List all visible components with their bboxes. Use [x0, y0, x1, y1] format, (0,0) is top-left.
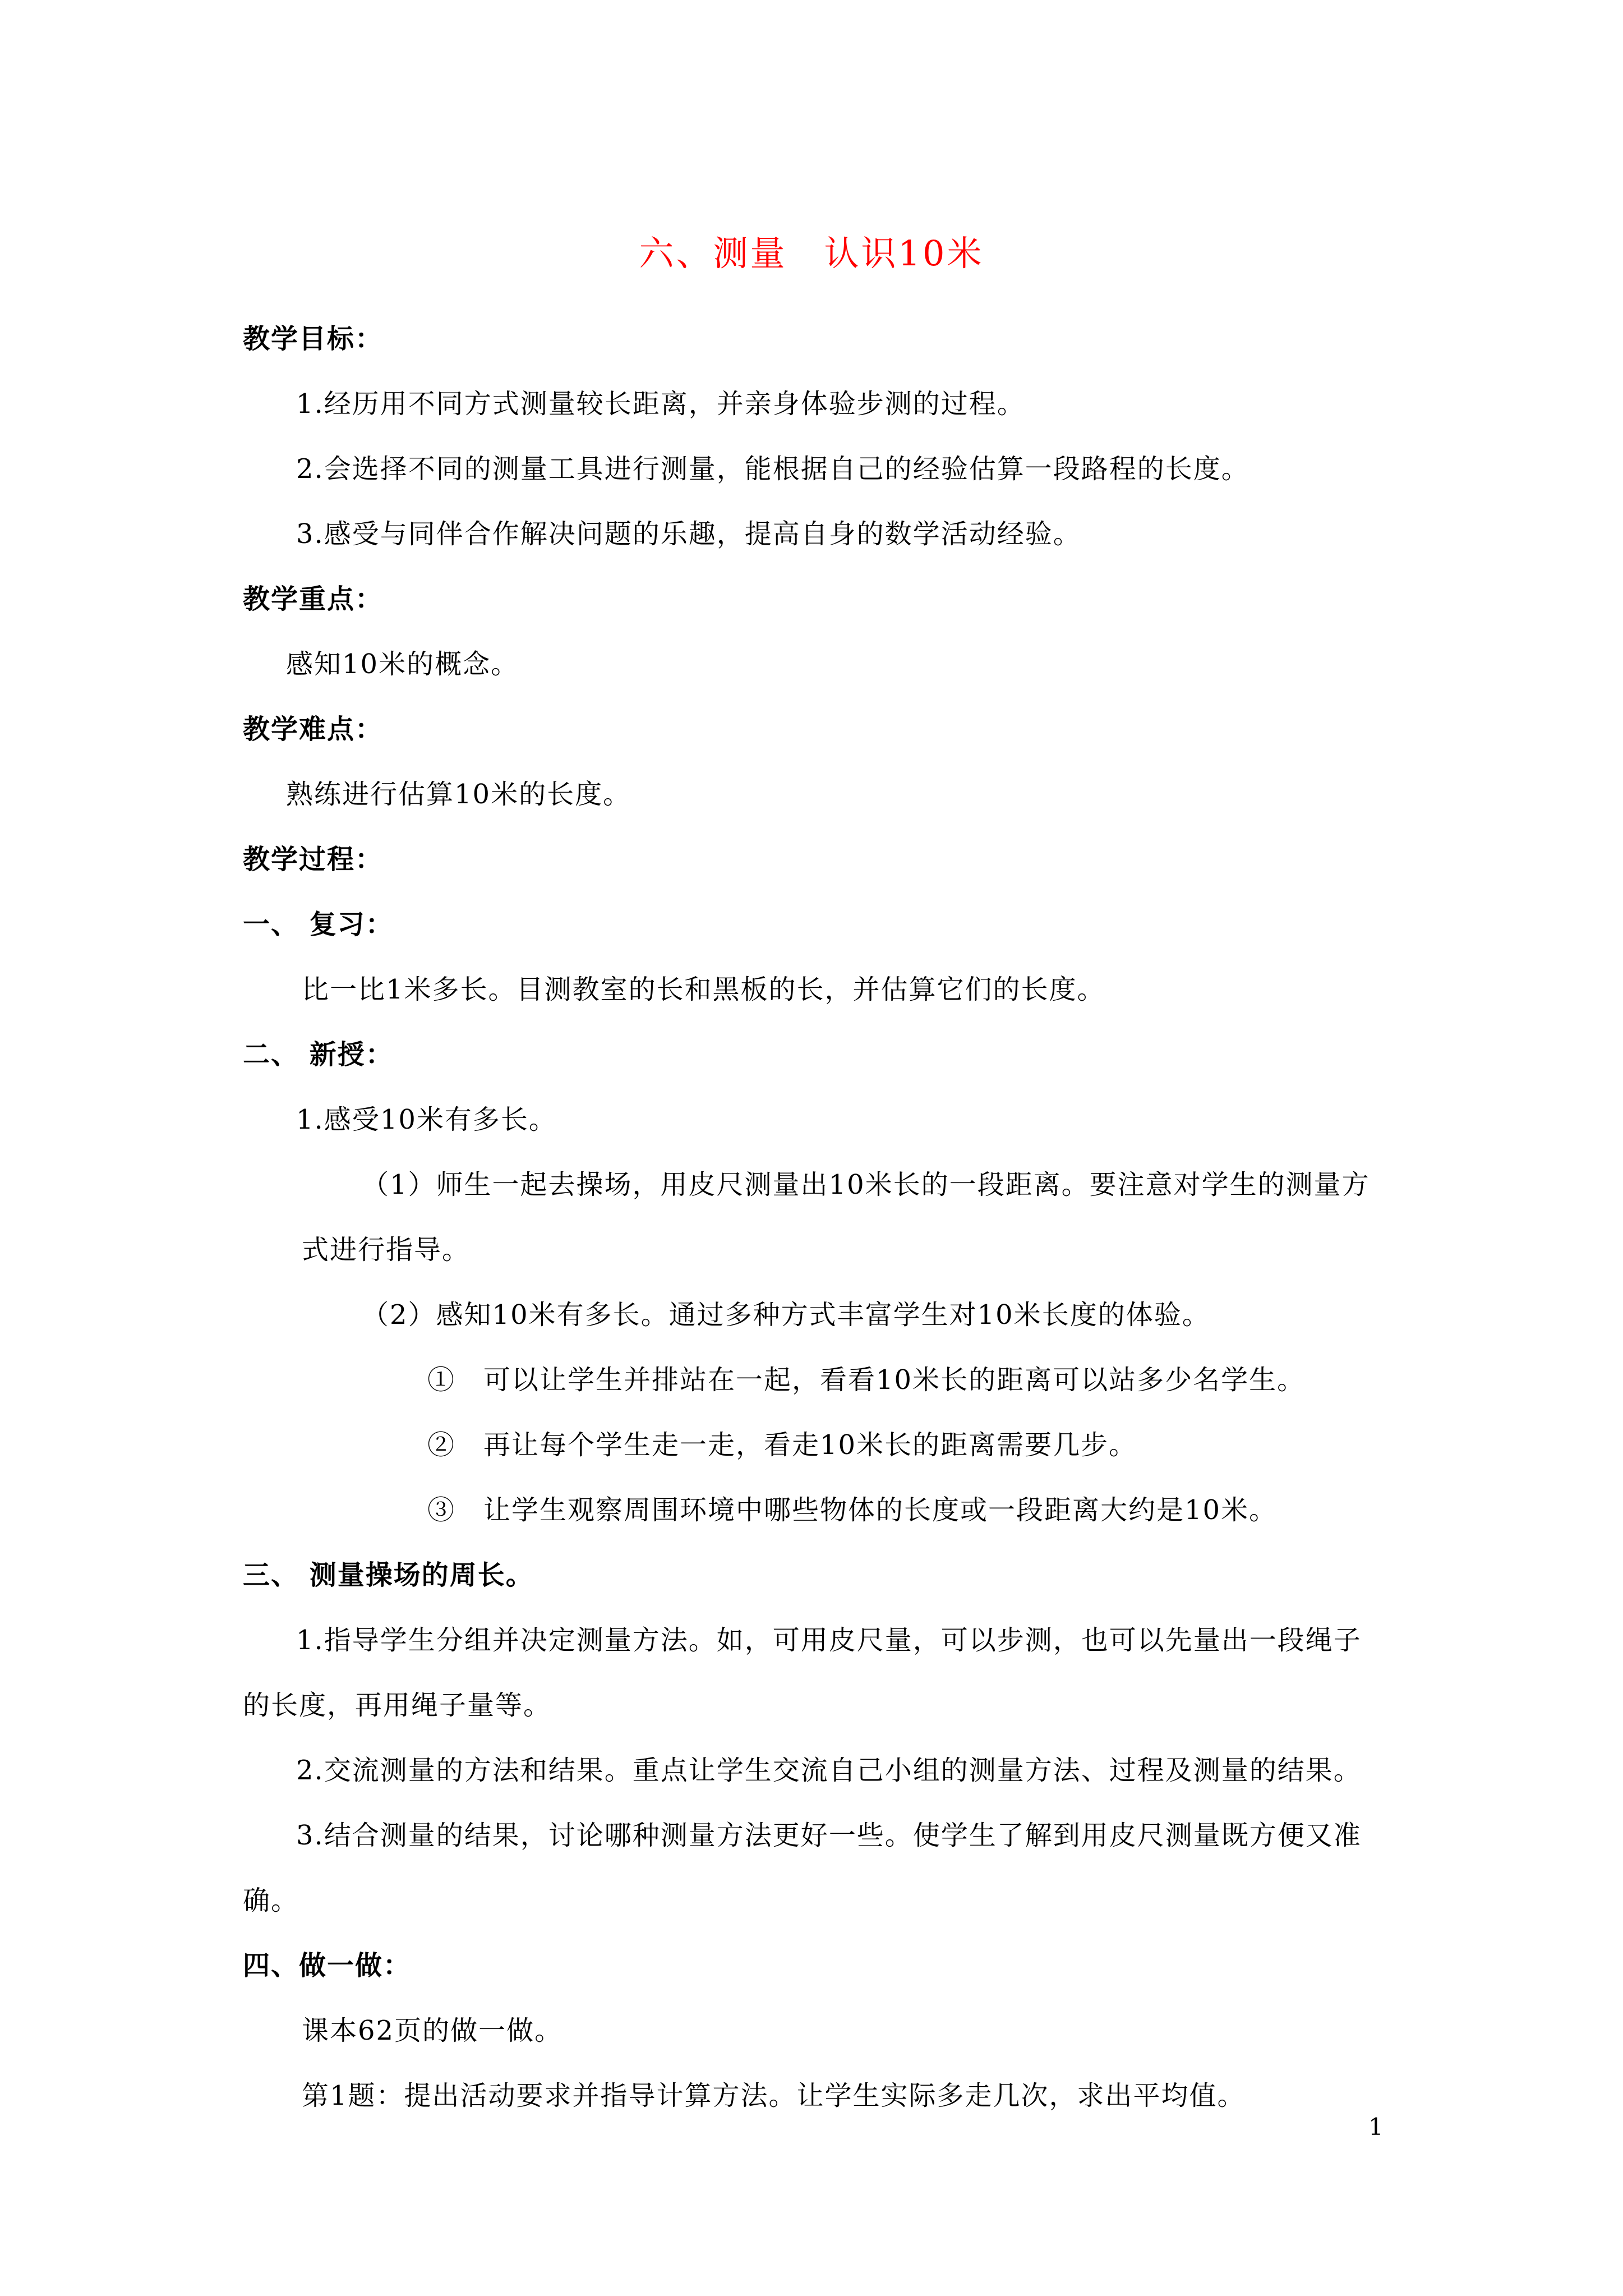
measure-item-continued: 确。 [243, 1885, 299, 1916]
circled-list-item: ② 再让每个学生走一走，看走10米长的距离需要几步。 [427, 1429, 1137, 1461]
page-number: 1 [1368, 2113, 1384, 2141]
key-points-text: 感知10米的概念。 [286, 648, 519, 680]
practice-text: 第1题：提出活动要求并指导计算方法。让学生实际多走几次，求出平均值。 [302, 2080, 1246, 2111]
new-lesson-subitem: （2）感知10米有多长。通过多种方式丰富学生对10米长度的体验。 [362, 1299, 1210, 1331]
review-heading: 一、 复习： [243, 909, 394, 940]
practice-heading: 四、做一做： [243, 1950, 412, 1981]
review-text: 比一比1米多长。目测教室的长和黑板的长，并估算它们的长度。 [302, 974, 1105, 1005]
objective-item: 1.经历用不同方式测量较长距离，并亲身体验步测的过程。 [296, 388, 1025, 420]
circled-list-item: ③ 让学生观察周围环境中哪些物体的长度或一段距离大约是10米。 [427, 1494, 1278, 1526]
difficulties-text: 熟练进行估算10米的长度。 [286, 779, 631, 810]
circled-list-item: ① 可以让学生并排站在一起，看看10米长的距离可以站多少名学生。 [427, 1364, 1306, 1396]
new-lesson-heading: 二、 新授： [243, 1039, 394, 1070]
objectives-heading: 教学目标： [243, 323, 384, 355]
measure-item-continued: 的长度，再用绳子量等。 [243, 1690, 552, 1721]
measure-heading: 三、 测量操场的周长。 [243, 1559, 534, 1591]
key-points-heading: 教学重点： [243, 583, 384, 615]
objective-item: 3.感受与同伴合作解决问题的乐趣，提高自身的数学活动经验。 [296, 518, 1081, 550]
new-lesson-subitem-continued: 式进行指导。 [302, 1234, 471, 1266]
measure-item: 2.交流测量的方法和结果。重点让学生交流自己小组的测量方法、过程及测量的结果。 [296, 1755, 1362, 1786]
objective-item: 2.会选择不同的测量工具进行测量，能根据自己的经验估算一段路程的长度。 [296, 453, 1249, 485]
new-lesson-item: 1.感受10米有多长。 [296, 1104, 557, 1135]
difficulties-heading: 教学难点： [243, 714, 384, 745]
measure-item: 1.指导学生分组并决定测量方法。如，可用皮尺量，可以步测，也可以先量出一段绳子 [296, 1625, 1362, 1656]
process-heading: 教学过程： [243, 844, 384, 875]
new-lesson-subitem: （1）师生一起去操场，用皮尺测量出10米长的一段距离。要注意对学生的测量方 [362, 1169, 1370, 1200]
measure-item: 3.结合测量的结果，讨论哪种测量方法更好一些。使学生了解到用皮尺测量既方便又准 [296, 1820, 1362, 1851]
page-title: 六、测量 认识10米 [639, 233, 984, 274]
practice-text: 课本62页的做一做。 [302, 2015, 563, 2046]
